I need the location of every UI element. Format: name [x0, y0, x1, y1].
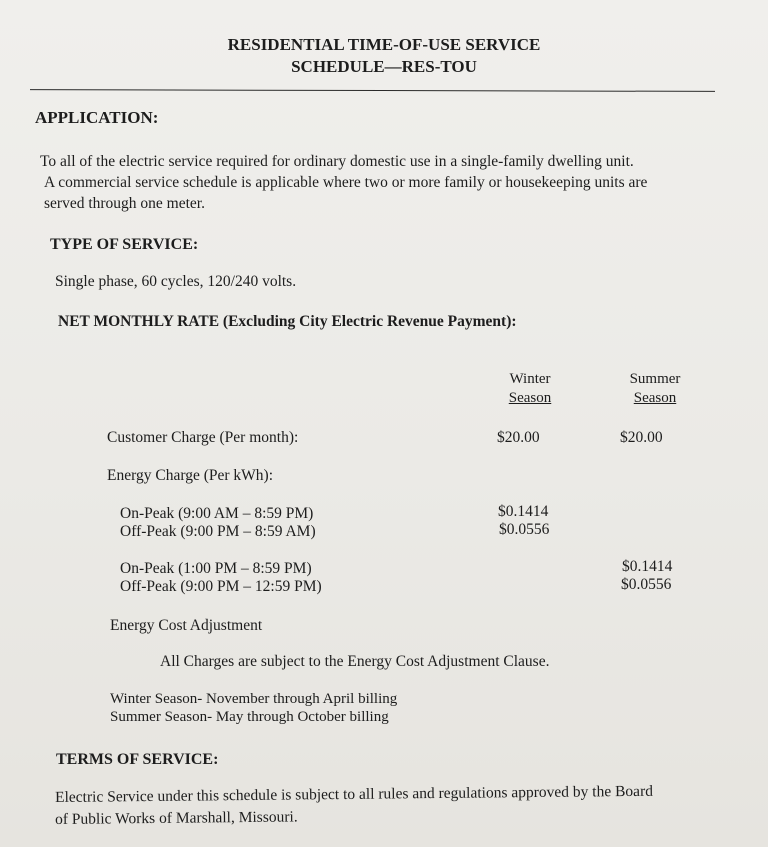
summer-col-season: Season	[633, 390, 677, 406]
customer-charge-winter: $20.00	[497, 429, 540, 446]
winter-offpeak-label: Off-Peak (9:00 PM – 8:59 AM)	[120, 523, 316, 540]
winter-col-season: Season	[508, 390, 552, 406]
summer-offpeak-rate: $0.0556	[621, 576, 672, 593]
summer-offpeak-label: Off-Peak (9:00 PM – 12:59 PM)	[120, 578, 322, 595]
document-subtitle: SCHEDULE—RES-TOU	[291, 57, 477, 76]
title-divider	[30, 89, 715, 92]
summer-onpeak-label: On-Peak (1:00 PM – 8:59 PM)	[120, 560, 312, 577]
terms-of-service-text-line-2: of Public Works of Marshall, Missouri.	[55, 808, 298, 828]
terms-of-service-text-line-1: Electric Service under this schedule is subject to all rules and regulations approved by the Board	[55, 782, 654, 806]
application-heading: APPLICATION:	[35, 108, 159, 127]
winter-season-column-header	[500, 370, 560, 408]
summer-season-definition: Summer Season- May through October billing	[110, 709, 389, 725]
winter-col-label: Winter	[509, 371, 551, 387]
type-of-service-text: Single phase, 60 cycles, 120/240 volts.	[55, 273, 297, 290]
energy-cost-adjustment-text: All Charges are subject to the Energy Cost Adjustment Clause.	[160, 653, 550, 670]
application-text-line-3: served through one meter.	[44, 195, 205, 212]
net-monthly-rate-heading: NET MONTHLY RATE (Excluding City Electric Revenue Payment):	[58, 313, 517, 330]
summer-col-label: Summer	[629, 371, 681, 387]
winter-onpeak-label: On-Peak (9:00 AM – 8:59 PM)	[120, 505, 314, 522]
winter-onpeak-rate: $0.1414	[498, 503, 549, 520]
application-text-line-2: A commercial service schedule is applicable where two or more family or housekeeping units are	[44, 174, 648, 191]
winter-offpeak-rate: $0.0556	[499, 521, 550, 538]
summer-onpeak-rate: $0.1414	[622, 558, 673, 575]
winter-season-definition: Winter Season- November through April billing	[110, 691, 398, 707]
customer-charge-summer: $20.00	[620, 429, 663, 446]
customer-charge-label: Customer Charge (Per month):	[107, 429, 299, 446]
type-of-service-heading: TYPE OF SERVICE:	[50, 236, 199, 253]
document-title: RESIDENTIAL TIME-OF-USE SERVICE	[227, 35, 541, 54]
energy-charge-label: Energy Charge (Per kWh):	[107, 467, 274, 484]
application-text-line-1: To all of the electric service required for ordinary domestic use in a single-family dwelling unit.	[40, 153, 634, 170]
summer-season-column-header	[620, 370, 690, 408]
energy-cost-adjustment-label: Energy Cost Adjustment	[110, 617, 263, 634]
terms-of-service-heading: TERMS OF SERVICE:	[56, 751, 219, 768]
